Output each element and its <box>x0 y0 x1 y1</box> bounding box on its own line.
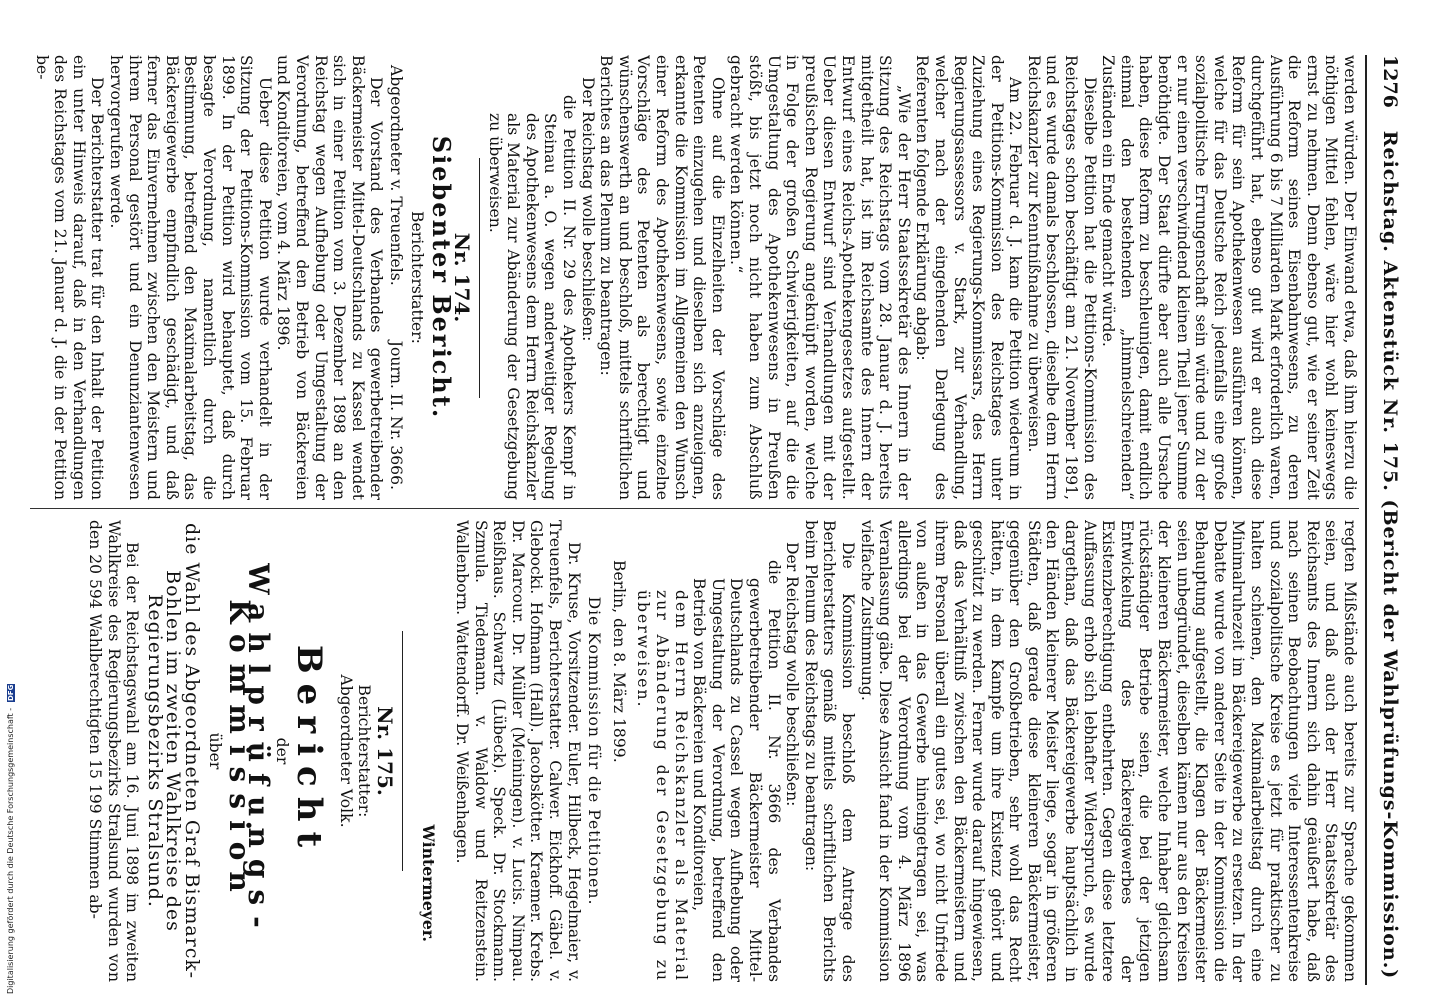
paragraph: Dieselbe Petition hat die Petitions-Kommission des Reichstages schon beschäftigt am 21. November 1891, und es wurde damals beschlossen, dieselbe dem Herrn Reichskanzler zur Kenntnißnahme zu überweisen. <box>1024 55 1099 500</box>
left-column <box>30 55 1359 500</box>
report-number: Nr. 175. <box>372 706 397 796</box>
running-head: Reichstag. Aktenstück Nr. 175. (Bericht der Wahlprüfungs-Kommission.) <box>1379 130 1401 980</box>
signature: Wintermeyer. <box>418 824 438 942</box>
paragraph: Der Vorstand des Verbandes gewerbetreibender Bäckermeister Mittel-Deutschlands zu Kassel wendet sich in einer Petition vom 3. Dezember 1898 an den Reichstag wegen Aufhebung oder Umgestaltung der Verordnung, betreffend den Betrieb von Bäckereien und Konditoreien, vom 4. März 1896. <box>274 55 386 500</box>
section-divider <box>402 631 403 871</box>
section-divider <box>479 158 480 398</box>
paragraph: Bei der Reichstagswahl am 16. Juni 1898 im zweiten Wahlkreise des Regierungsbezirks Stralsund wurden von den 20 594 Wahlberechtigten 15 199 Stimmen ab- <box>86 520 142 982</box>
paragraph: regten Mißstände auch bereits zur Sprache gekommen seien, und daß auch der Herr Staatssekretär des Reichsamts des Innern sich dahin geäußert habe, daß nach seinen Beobachtungen viele Interessentenkreise und sozialpolitische Kreise es jetzt für praktischer zu halten schienen, den Maximalarbeitstag durch eine Minimalruhezeit im Bäckereigewerbe zu ersetzen. In der Debatte wurde von anderer Seite in der Kommission die Behauptung aufgestellt, die Klagen der Bäckermeister seien unbegründet, dieselben kämen nur aus den Kreisen der kleineren Bäckermeister, welche Inhaber gleichsam rückständiger Betriebe seien, die bei der jetzigen Entwickelung des Bäckereigewerbes der Existenzberechtigung entbehrten. Gegen diese letztere Auffassung erhob sich lebhafter Widerspruch, es wurde dargethan, daß das Bäckereigewerbe hauptsächlich in den Händen kleinerer Meister liege, sogar in größeren Städten, daß gerade diese kleineren Bäckermeister, gegenüber den Großbetrieben, sehr wohl das Recht hätten, in dem Kampfe um ihre Existenz gehört und geschützt zu werden. Ferner wurde darauf hingewiesen, daß das Verhältniß zwischen den Bäckermeistern und ihrem Personal überall ein gutes sei, wo nicht Unfriede von außen in das Gewerbe hineingetragen sei, was allerdings bei der Verordnung vom 4. März 1896 Veranlassung gäbe. Diese Ansicht fand in der Kommission vielfache Zustimmung. <box>857 520 1359 982</box>
motion-text: die Petition II. Nr. 3666 des Verbandes gewerbetreibender Bäckermeister Mittel-Deutschlands zu Cassel wegen Aufhebung oder Umgestaltung der Verordnung, betreffend den Betrieb von Bäckereien und Konditoreien, <box>690 560 783 982</box>
committee-heading: Die Kommission für die Petitionen. <box>585 596 604 906</box>
paragraph: Die Kommission beschloß dem Antrage des Berichterstatters gemäß mittels schriftlichen Berichts beim Plenum des Reichstags zu beantragen: <box>801 520 857 982</box>
motion-intro: Der Reichstag wolle beschließen: <box>783 542 802 807</box>
paragraph: Am 22. Februar d. J. kam die Petition wiederum in der Petitions-Kommission des Reichstages unter Zuziehung eines Regierungs-Kommissars, des Herrn Regierungsassessors v. Stark, zur Verhandlung, welcher nach der eingehenden Darlegung des Referenten folgende Erklärung abgab: <box>913 55 1025 500</box>
page-number: 1276 <box>1379 55 1401 108</box>
date-line: Berlin, den 8. März 1899. <box>609 560 628 763</box>
journal-reference: Journ. II. Nr. 3666. <box>387 340 406 490</box>
digitization-text: Digitalisierung gefördert durch die Deutsche Forschungsgemeinschaft - <box>6 707 15 994</box>
reporter-label: Berichterstatter: <box>355 684 374 818</box>
digitization-note <box>6 684 15 994</box>
government-statement-quote: „Wie der Herr Staatssekretär des Innern in der Sitzung des Reichstags vom 28. Januar d. J. bereits mitgetheilt hat, ist im Reichsamte des Innern der Entwurf eines Reichs-Apothekengesetzes aufgestellt. Ueber diesen Entwurf sind Verhandlungen mit der preußischen Regierung angeknüpft worden, welche in Folge der großen Schwierigkeiten, auf die die Umgestaltung des Apothekenwesens in Preußen stößt, bis jetzt noch nicht haben zum Abschluß gebracht werden können.“ <box>727 55 913 500</box>
paragraph: Ohne auf die Einzelheiten der Vorschläge des Petenten einzugehen und dieselben sich anzueignen, erkannte die Kommission im Allgemeinen den Wunsch einer Reform des Apothekenwesens, sowie einzelne Vorschläge des Petenten als berechtigt und wünschenswerth an und beschloß, mittels schriftlichen Berichtes an das Plenum zu beantragen: <box>597 55 727 500</box>
page-header <box>1371 55 1399 980</box>
report-title: Siebenter Bericht. <box>427 135 457 420</box>
motion-text-continued: dem Herrn Reichskanzler als Material zur Abänderung der Gesetzgebung zu überweisen. <box>634 590 690 982</box>
right-column <box>30 520 1359 982</box>
report-number: Nr. 174. <box>450 232 475 323</box>
paragraph: Der Berichterstatter trat für den Inhalt der Petition ein unter Hinweis darauf, daß in den Verhandlungen des Reichstages vom 21. Januar d. J. die in der Petition be- <box>32 55 107 500</box>
reporter-label: Berichterstatter: <box>407 211 426 344</box>
commission-heading: Wahlprüfungs-Kommission <box>223 563 275 939</box>
header-rule <box>1365 55 1367 985</box>
motion-intro: Der Reichstag wolle beschließen: <box>578 77 597 342</box>
paragraph: Ueber diese Petition wurde verhandelt in der Sitzung der Petitions-Kommission vom 15. Februar 1899. In der Petition wird behauptet, daß durch besagte Verordnung, namentlich durch die Bestimmung, betreffend den Maximalarbeitstag, das Bäckereigewerbe empfindlich geschädigt, und daß ferner das Einvernehmen zwischen den Meistern und ihrem Personal gestört und ein Denunziantenwesen hervorgerufen werde. <box>107 55 274 500</box>
dfg-logo: DFG <box>7 685 15 702</box>
report-subject: die Wahl des Abgeordneten Graf Bismarck-Bohlen im zweiten Wahlkreise des Regierungsbezirks Stralsund. <box>143 522 203 979</box>
reporter-row <box>385 55 405 500</box>
committee-members: Dr. Kruse, Vorsitzender. Euler, Hilbeck, Hegelmaier, v. Treuenfels, Berichterstatter. Calwer. Eickhoff. Gäbel. v. Glebocki. Hofmann (Hall). Jacobskötter. Kraemer. Krebs. Dr. Marcour. Dr. Müller (Meiningen). v. Lucis. Nimpau. Reißhaus. Schwartz (Lübeck). Speck. Dr. Stockmann. Szmula. Tiedemann. v. Waldow und Reitzenstein. Wallenborn. Wattendorff. Dr. Weißenhagen. <box>453 520 583 982</box>
paragraph: werden würden. Der Einwand etwa, daß ihm hierzu die nöthigen Mittel fehlen, wäre hier wohl keineswegs ernst zu nehmen. Denn ebenso gut, wie er seiner Zeit die Reform seines Eisenbahnwesens, zu deren Ausführung 6 bis 7 Milliarden Mark erforderlich waren, durchgeführt hat, ebenso gut wird er auch diese Reform für sein Apothekenwesen ausführen können, welche für das Deutsche Reich jedenfalls eine große sozialpolitische Errungenschaft sein würde und zu der er nur einen verschwindend kleinen Theil jener Summe benöthigte. Der Staat dürfte aber auch alle Ursache haben, diese Reform zu beschleunigen, damit endlich einmal den bestehenden „himmelschreienden“ Zuständen ein Ende gemacht würde. <box>1099 55 1359 500</box>
report-heading: Bericht <box>288 644 329 858</box>
motion-text: die Petition II. Nr. 29 des Apothekers Kempf in Steinau a. O. wegen anderweitiger Regelung des Apothekenwesens dem Herrn Reichskanzler als Material zur Abänderung der Gesetzgebung zu überweisen. <box>485 95 579 500</box>
column-divider <box>30 508 1359 509</box>
reporter-name: Abgeordneter v. Treuenfels. <box>387 65 406 286</box>
heading-article: der <box>273 737 292 765</box>
reporter-name: Abgeordneter Volk. <box>336 674 355 828</box>
heading-preposition: über <box>205 732 224 770</box>
